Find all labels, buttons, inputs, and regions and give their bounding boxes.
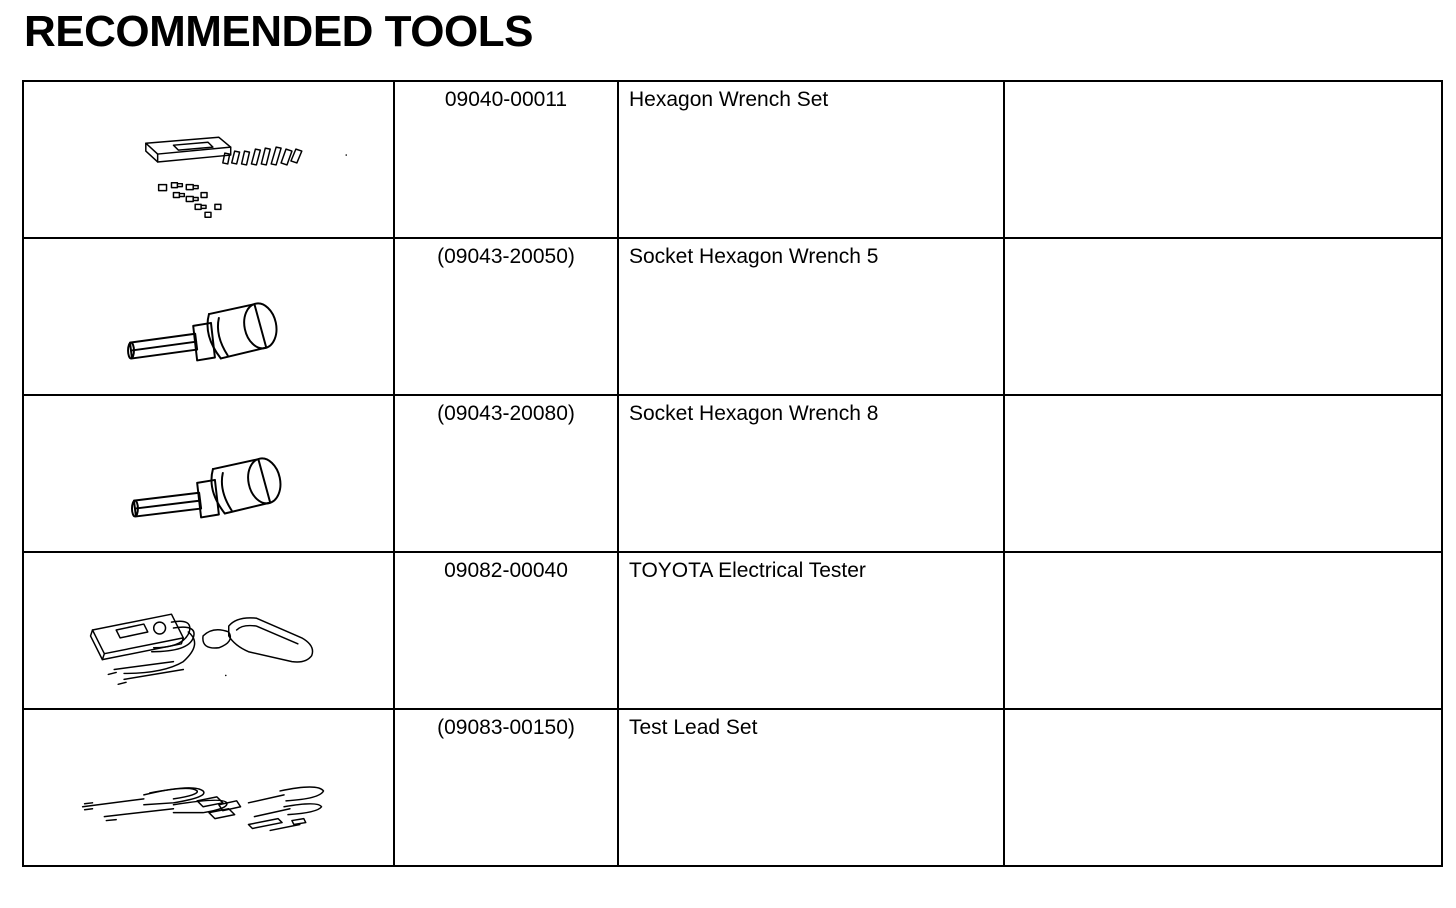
tool-name: TOYOTA Electrical Tester (629, 559, 866, 582)
page-title: RECOMMENDED TOOLS (24, 7, 533, 56)
part-number: (09083-00150) (437, 716, 575, 739)
note-cell (1004, 238, 1442, 395)
illustration-cell (23, 238, 394, 395)
tool-name: Socket Hexagon Wrench 5 (629, 245, 879, 268)
tool-name: Test Lead Set (629, 716, 758, 739)
illustration-cell (23, 552, 394, 709)
illustration-cell (23, 81, 394, 238)
part-number-cell (394, 709, 618, 866)
table-row (23, 81, 1442, 238)
tool-name-cell (618, 552, 1004, 709)
table-row (23, 552, 1442, 709)
tools-table (22, 80, 1443, 867)
note-cell (1004, 81, 1442, 238)
tool-note (1005, 553, 1441, 559)
table-row (23, 709, 1442, 866)
test-lead-set-illustration (24, 710, 393, 865)
tool-name: Socket Hexagon Wrench 8 (629, 402, 879, 425)
hexagon-wrench-set-illustration (24, 82, 393, 237)
tool-note (1005, 239, 1441, 245)
tool-note (1005, 710, 1441, 716)
part-number: 09040-00011 (444, 88, 568, 111)
electrical-tester-illustration (24, 553, 393, 708)
part-number-cell (394, 238, 618, 395)
part-number: 09082-00040 (444, 559, 568, 582)
tool-name-cell (618, 395, 1004, 552)
note-cell (1004, 552, 1442, 709)
tool-name: Hexagon Wrench Set (629, 88, 829, 111)
illustration-cell (23, 395, 394, 552)
part-number: (09043-20080) (437, 402, 575, 425)
table-row (23, 395, 1442, 552)
tool-note (1005, 396, 1441, 402)
note-cell (1004, 395, 1442, 552)
part-number-cell (394, 81, 618, 238)
part-number-cell (394, 552, 618, 709)
tool-name-cell (618, 81, 1004, 238)
illustration-cell (23, 709, 394, 866)
tool-name-cell (618, 709, 1004, 866)
part-number: (09043-20050) (437, 245, 575, 268)
note-cell (1004, 709, 1442, 866)
socket-hexagon-wrench-illustration (24, 396, 393, 551)
part-number-cell (394, 395, 618, 552)
tool-name-cell (618, 238, 1004, 395)
table-row (23, 238, 1442, 395)
socket-hexagon-wrench-illustration (24, 239, 393, 394)
tool-note (1005, 82, 1441, 88)
